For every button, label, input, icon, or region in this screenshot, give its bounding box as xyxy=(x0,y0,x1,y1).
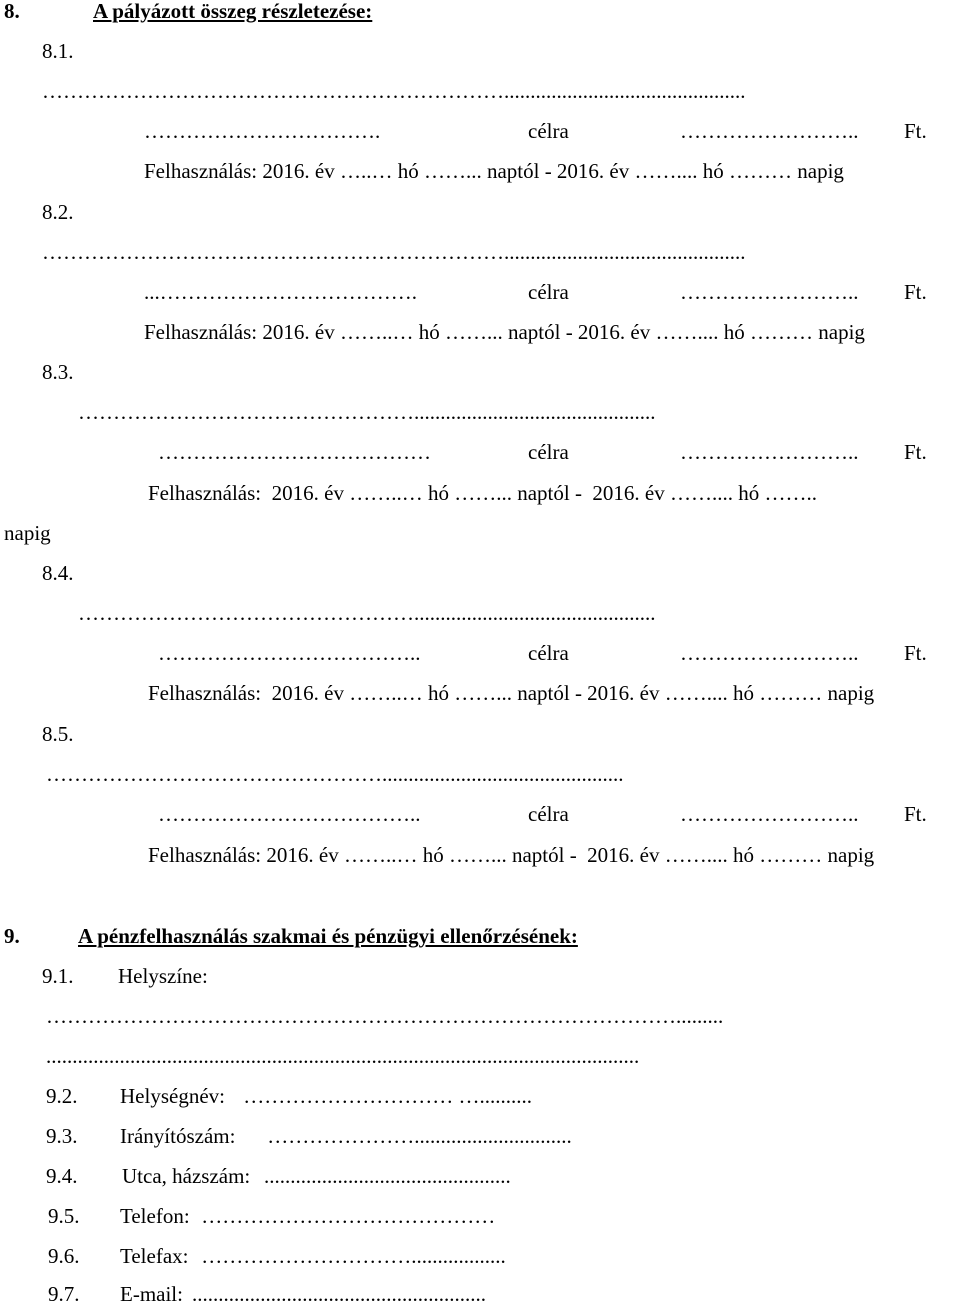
usage-line: Felhasználás: 2016. év ……..… hó ……... naptól - 2016. év …….... hó ……… napig xyxy=(148,843,875,867)
field-label-postcode: Irányítószám: xyxy=(120,1124,236,1148)
amount-dots: …………………….. xyxy=(680,641,859,665)
amount-unit: Ft. xyxy=(904,440,927,464)
field-value-email: ........................................................ xyxy=(192,1282,486,1306)
usage-line-wrap: napig xyxy=(4,521,51,545)
amount-unit: Ft. xyxy=(904,280,927,304)
item-number: 8.3. xyxy=(42,360,74,384)
purpose-label: célra xyxy=(528,119,569,143)
field-value-street: ............................................... xyxy=(264,1164,511,1188)
field-label-fax: Telefax: xyxy=(120,1244,189,1268)
item-number: 8.1. xyxy=(42,39,74,63)
field-value-fax: ………………………….................. xyxy=(196,1244,506,1268)
purpose-label: célra xyxy=(528,641,569,665)
location-blank-line: ………………………………………………………………………………......... xyxy=(46,1004,724,1028)
field-number: 9.2. xyxy=(46,1084,78,1108)
purpose-label: célra xyxy=(528,280,569,304)
amount-unit: Ft. xyxy=(904,119,927,143)
field-label-phone: Telefon: xyxy=(120,1204,190,1228)
field-number: 9.5. xyxy=(48,1204,80,1228)
item-number: 8.2. xyxy=(42,200,74,224)
item-blank-line: ………………………………………….............................................. xyxy=(46,762,624,786)
item-blank-line: ………………………………………….............................................. xyxy=(78,400,656,424)
field-value-postcode: ………………….............................. xyxy=(262,1124,572,1148)
field-value-city: ………………………… ….......... xyxy=(238,1084,532,1108)
amount-unit: Ft. xyxy=(904,802,927,826)
field-label-email: E-mail: xyxy=(120,1282,183,1306)
item-number: 8.4. xyxy=(42,561,74,585)
section-9-title: A pénzfelhasználás szakmai és pénzügyi ellenőrzésének: xyxy=(78,924,578,948)
purpose-dots: ……………………………. xyxy=(144,119,381,143)
section-8-title: A pályázott összeg részletezése: xyxy=(93,0,373,23)
field-number: 9.4. xyxy=(46,1164,78,1188)
section-8-number: 8. xyxy=(4,0,20,23)
field-label-street: Utca, házszám: xyxy=(122,1164,251,1188)
purpose-label: célra xyxy=(528,802,569,826)
section-9-number: 9. xyxy=(4,924,20,948)
amount-dots: …………………….. xyxy=(680,119,859,143)
item-blank-line: ………………………………………………………….............................................. xyxy=(42,240,746,264)
usage-line: Felhasználás: 2016. év …..… hó ……... naptól - 2016. év …….... hó ……… napig xyxy=(144,159,844,183)
location-blank-line: ................................................................................................................. xyxy=(46,1044,640,1068)
field-label-city: Helységnév: xyxy=(120,1084,225,1108)
usage-line: Felhasználás: 2016. év ……..… hó ……... naptól - 2016. év …….... hó …….. xyxy=(148,481,818,505)
purpose-dots: ……………………………….. xyxy=(158,802,421,826)
field-number: 9.3. xyxy=(46,1124,78,1148)
purpose-label: célra xyxy=(528,440,569,464)
purpose-dots: ...………………………………. xyxy=(144,280,417,304)
field-value-phone: …………………………………… xyxy=(196,1204,496,1228)
location-label: Helyszíne: xyxy=(118,964,208,988)
amount-dots: …………………….. xyxy=(680,280,859,304)
item-blank-line: ………………………………………………………….............................................. xyxy=(42,79,746,103)
item-blank-line: ………………………………………….............................................. xyxy=(78,601,656,625)
field-number: 9.7. xyxy=(48,1282,80,1306)
location-number: 9.1. xyxy=(42,964,74,988)
amount-dots: …………………….. xyxy=(680,440,859,464)
usage-line: Felhasználás: 2016. év ……..… hó ……... naptól - 2016. év …….... hó ……… napig xyxy=(144,320,865,344)
field-number: 9.6. xyxy=(48,1244,80,1268)
amount-dots: …………………….. xyxy=(680,802,859,826)
item-number: 8.5. xyxy=(42,722,74,746)
purpose-dots: ……………………………….. xyxy=(158,641,421,665)
usage-line: Felhasználás: 2016. év ……..… hó ……... naptól - 2016. év …….... hó ……… napig xyxy=(148,681,875,705)
amount-unit: Ft. xyxy=(904,641,927,665)
purpose-dots: ………………………………… xyxy=(158,440,431,464)
